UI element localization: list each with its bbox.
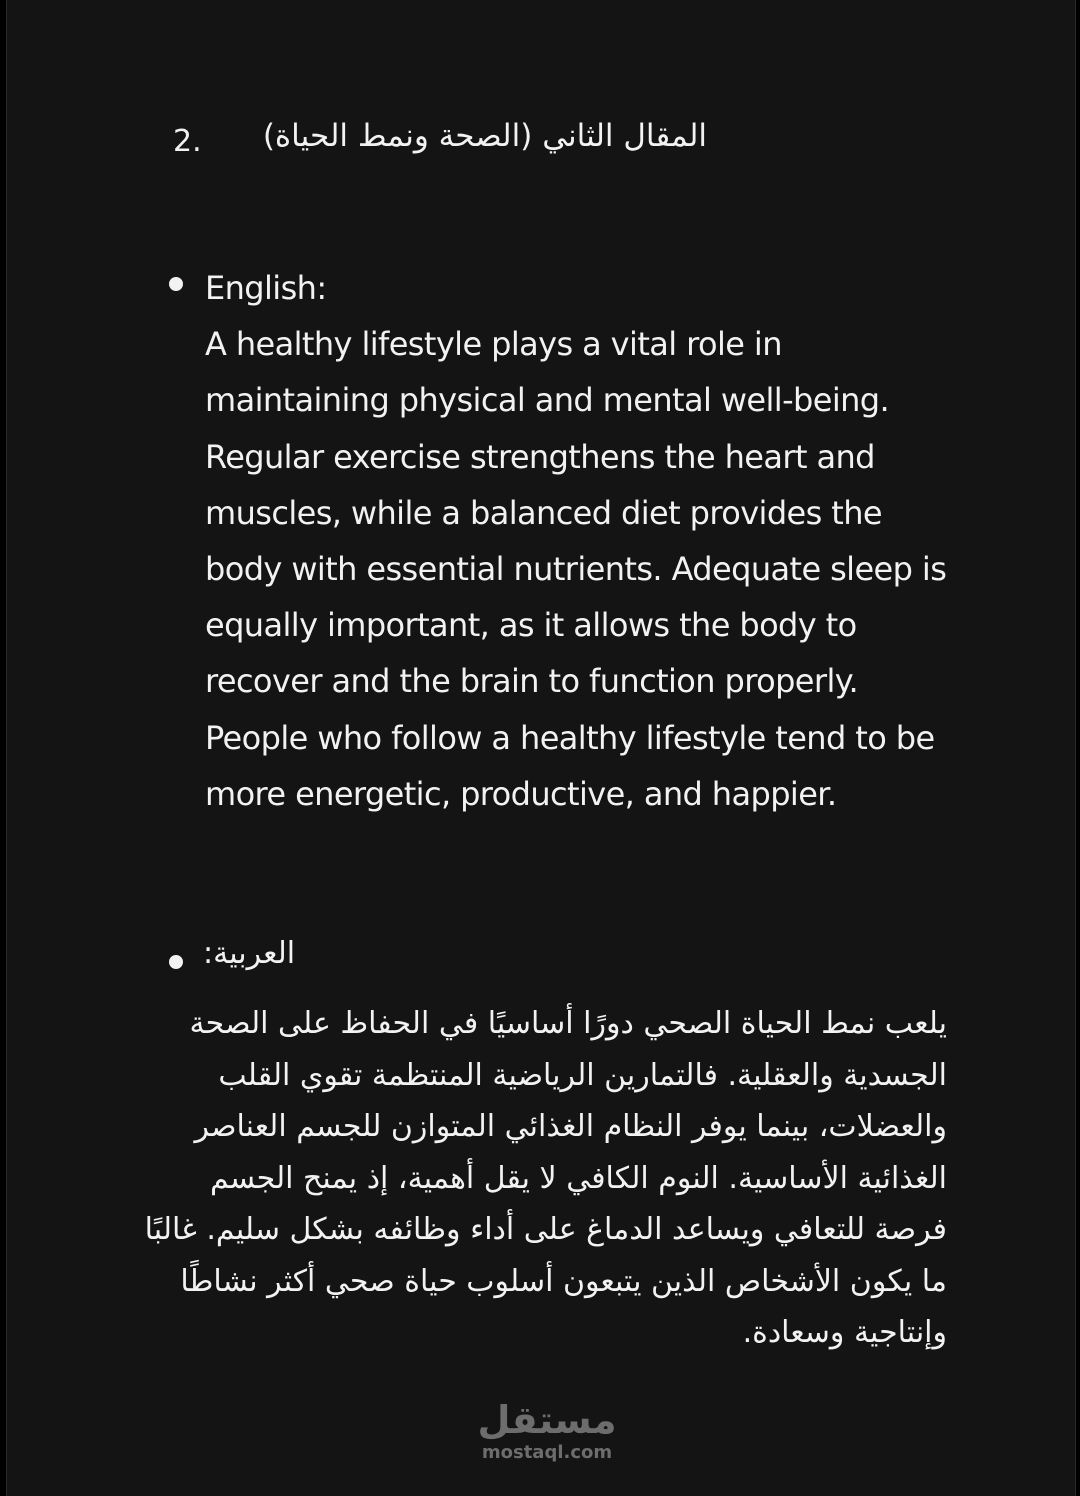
arabic-label: العربية: <box>203 936 296 971</box>
watermark-url: mostaql.com <box>481 1442 613 1463</box>
english-label: English: <box>205 269 327 307</box>
english-paragraph: A healthy lifestyle plays a vital role in maintaining physical and mental well-being. Regular exercise strengthens the heart and muscles, while a balanced diet provides the body with essential nutrients. Adequate sleep is equally important, as it allows the body to recover and the brain to function properly. People who follow a healthy lifestyle tend to be more energetic, productive, and happier. <box>205 325 947 813</box>
heading-number: 2. <box>173 124 202 159</box>
document-page <box>6 0 1076 1496</box>
bullet-english <box>169 277 183 291</box>
bullet-arabic <box>169 955 183 969</box>
watermark-logo: مستقل <box>477 1398 617 1442</box>
english-section <box>205 260 965 822</box>
arabic-paragraph: يلعب نمط الحياة الصحي دورًا أساسيًا في الحفاظ على الصحة الجسدية والعقلية. فالتمارين الرياضية المنتظمة تقوي القلب والعضلات، بينما يوفر النظام الغذائي المتوازن للجسم العناصر الغذائية الأساسية. النوم الكافي لا يقل أهمية، إذ يمنح الجسم فرصة للتعافي ويساعد الدماغ على أداء وظائفه بشكل سليم. غالبًا ما يكون الأشخاص الذين يتبعون أسلوب حياة صحي أكثر نشاطًا وإنتاجية وسعادة. <box>144 1006 947 1350</box>
article-heading <box>167 118 707 168</box>
heading-title: المقال الثاني (الصحة ونمط الحياة) <box>262 118 707 154</box>
watermark <box>447 1398 647 1464</box>
